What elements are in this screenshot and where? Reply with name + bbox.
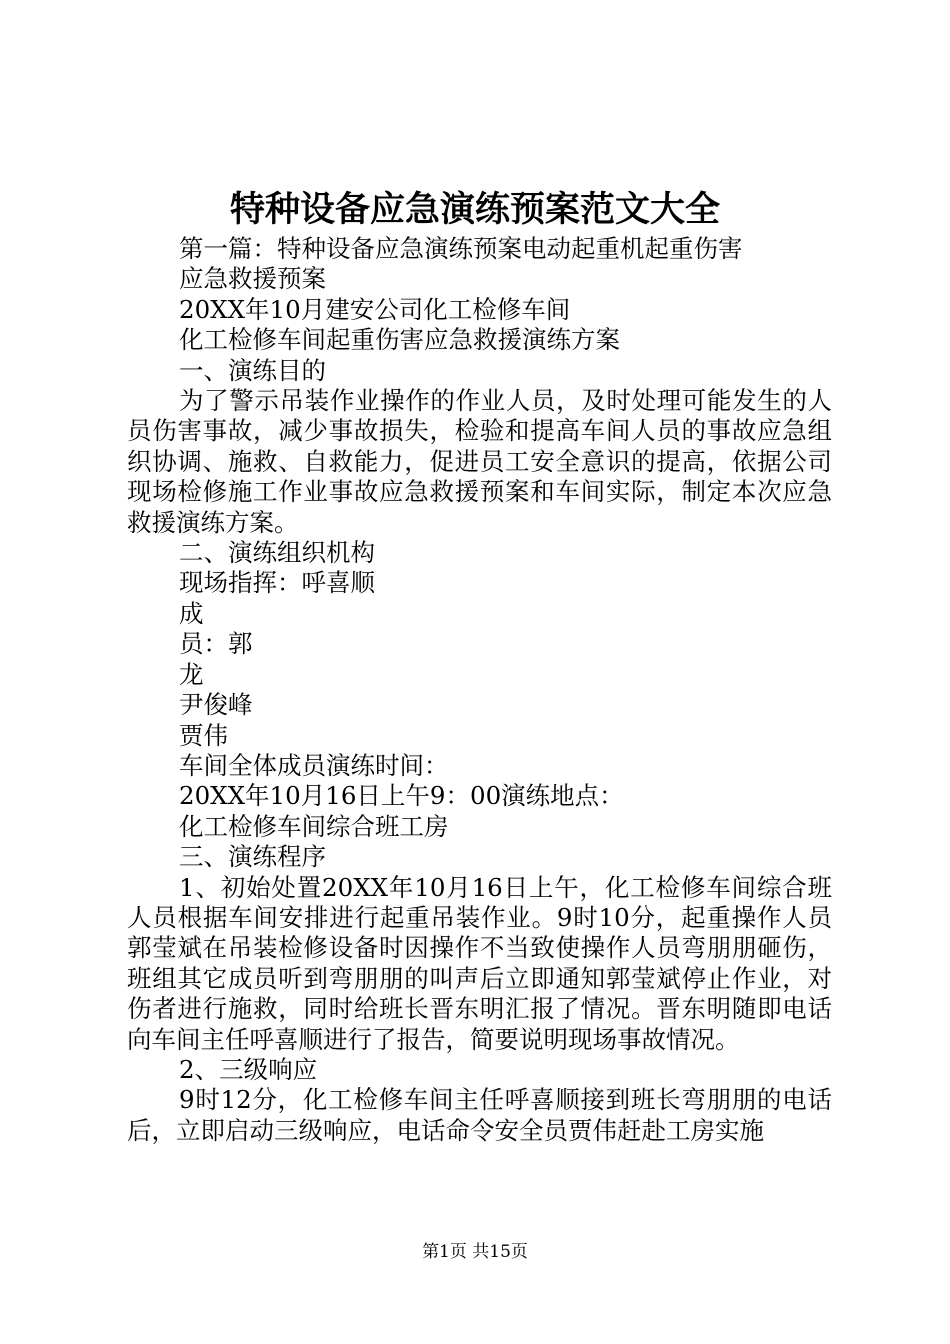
section-heading: 三、演练程序 (179, 842, 326, 872)
text-line: 贾伟 (179, 720, 228, 750)
text-line: 龙 (179, 659, 204, 689)
text-line: 成 (179, 598, 204, 628)
text-line: 20XX年10月建安公司化工检修车间 (179, 294, 571, 324)
paragraph: 1、初始处置20XX年10月16日上午，化工检修车间综合班人员根据车间安排进行起重吊装作业。9时10分，起重操作人员郭莹斌在吊装检修设备时因操作不当致使操作人员弯朋朋砸伤，班组其它成员听到弯朋朋的叫声后立即通知郭莹斌停止作业，对伤者进行施救，同时给班长晋东明汇报了情况。晋东明随即电话向车间主任呼喜顺进行了报告，简要说明现场事故情况。 (127, 872, 832, 1054)
text-line: 员：郭 (179, 629, 253, 659)
document-title: 特种设备应急演练预案范文大全 (229, 189, 720, 230)
paragraph: 9时12分，化工检修车间主任呼喜顺接到班长弯朋朋的电话后，立即启动三级响应，电话命令安全员贾伟赶赴工房实施 (127, 1085, 832, 1145)
text-line: 第一篇：特种设备应急演练预案电动起重机起重伤害 (179, 234, 743, 263)
text-line: 2、三级响应 (179, 1054, 318, 1084)
paragraph: 为了警示吊装作业操作的作业人员，及时处理可能发生的人员伤害事故，减少事故损失，检验和提高车间人员的事故应急组织协调、施救、自救能力，促进员工安全意识的提高，依据公司现场检修施工作业事故应急救援预案和车间实际，制定本次应急救援演练方案。 (127, 386, 832, 537)
section-heading: 一、演练目的 (179, 355, 326, 385)
text-line: 化工检修车间起重伤害应急救援演练方案 (179, 325, 620, 355)
text-line: 车间全体成员演练时间： (179, 750, 449, 780)
text-line: 现场指挥：呼喜顺 (179, 568, 375, 598)
text-line: 20XX年10月16日上午9：00演练地点： (179, 781, 624, 811)
text-line: 尹俊峰 (179, 690, 253, 720)
text-line: 应急救援预案 (179, 264, 326, 294)
document-body (127, 234, 832, 1146)
text-line: 化工检修车间综合班工房 (179, 811, 449, 841)
section-heading: 二、演练组织机构 (179, 538, 375, 568)
page-number: 第1页 共15页 (422, 1242, 528, 1262)
